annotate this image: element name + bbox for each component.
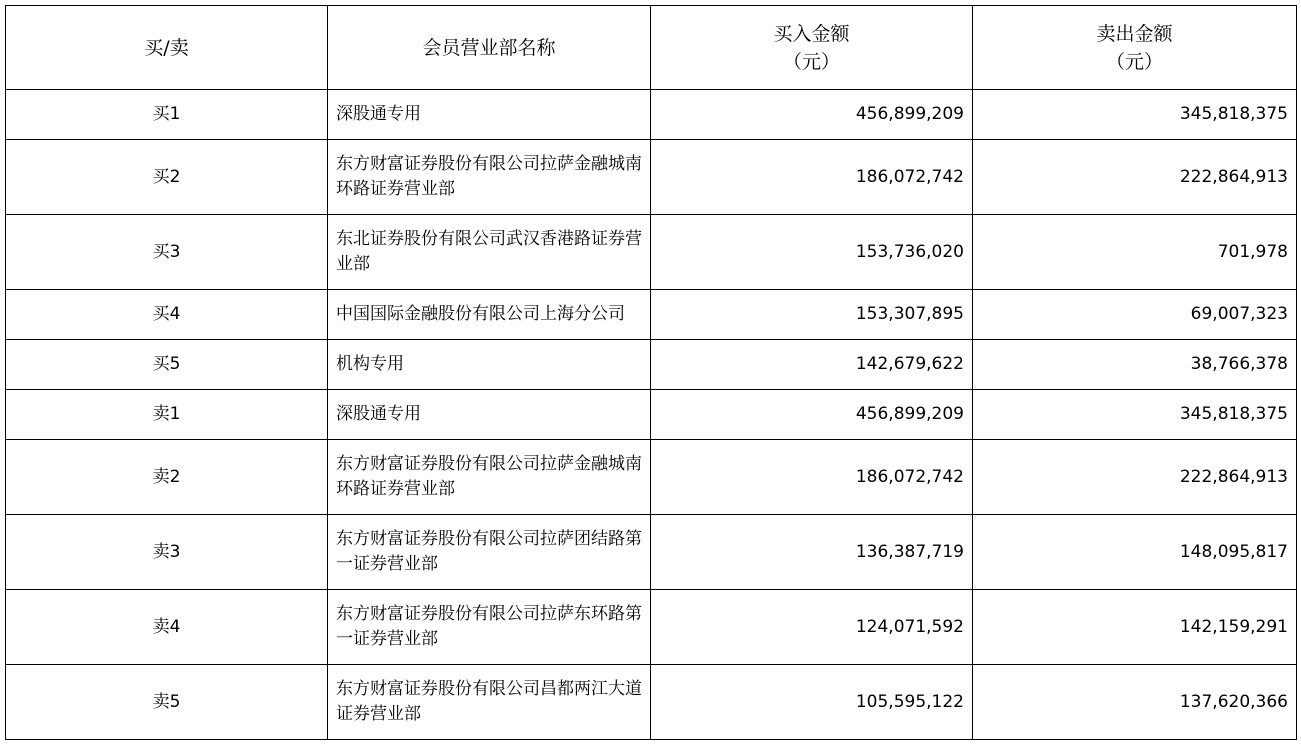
sell-amount-cell: 345,818,375 (973, 390, 1297, 440)
side-cell: 买2 (6, 140, 328, 215)
side-cell: 卖4 (6, 590, 328, 665)
sell-amount-cell: 345,818,375 (973, 90, 1297, 140)
table-row (6, 390, 1297, 440)
member-name-cell: 东北证券股份有限公司武汉香港路证券营业部 (328, 215, 651, 290)
buy-amount-cell: 153,307,895 (651, 290, 973, 340)
buy-amount-cell: 456,899,209 (651, 90, 973, 140)
sell-amount-cell: 142,159,291 (973, 590, 1297, 665)
header-row (6, 6, 1297, 90)
table-row (6, 140, 1297, 215)
table-row (6, 665, 1297, 740)
member-name-cell: 东方财富证券股份有限公司拉萨金融城南环路证券营业部 (328, 440, 651, 515)
buy-amount-cell: 142,679,622 (651, 340, 973, 390)
sell-amount-cell: 137,620,366 (973, 665, 1297, 740)
sell-amount-cell: 148,095,817 (973, 515, 1297, 590)
buy-amount-cell: 105,595,122 (651, 665, 973, 740)
table-row (6, 515, 1297, 590)
member-name-cell: 深股通专用 (328, 90, 651, 140)
sell-amount-cell: 701,978 (973, 215, 1297, 290)
table-row (6, 440, 1297, 515)
member-name-cell: 东方财富证券股份有限公司拉萨东环路第一证券营业部 (328, 590, 651, 665)
member-name-cell: 东方财富证券股份有限公司昌都两江大道证券营业部 (328, 665, 651, 740)
member-name-cell: 中国国际金融股份有限公司上海分公司 (328, 290, 651, 340)
sell-amount-cell: 222,864,913 (973, 440, 1297, 515)
header-sell-unit: （元） (1105, 50, 1163, 73)
buy-amount-cell: 136,387,719 (651, 515, 973, 590)
header-side: 买/卖 (6, 6, 328, 90)
side-cell: 卖3 (6, 515, 328, 590)
table-row (6, 215, 1297, 290)
table-row (6, 90, 1297, 140)
side-cell: 买3 (6, 215, 328, 290)
member-name-cell: 东方财富证券股份有限公司拉萨团结路第一证券营业部 (328, 515, 651, 590)
header-buy-unit: （元） (782, 50, 840, 73)
buy-amount-cell: 153,736,020 (651, 215, 973, 290)
sell-amount-cell: 222,864,913 (973, 140, 1297, 215)
buy-amount-cell: 456,899,209 (651, 390, 973, 440)
header-buy-label: 买入金额 (773, 22, 850, 45)
sell-amount-cell: 38,766,378 (973, 340, 1297, 390)
member-name-cell: 机构专用 (328, 340, 651, 390)
table-row (6, 340, 1297, 390)
member-name-cell: 东方财富证券股份有限公司拉萨金融城南环路证券营业部 (328, 140, 651, 215)
side-cell: 买1 (6, 90, 328, 140)
header-sell-label: 卖出金额 (1096, 22, 1173, 45)
header-name: 会员营业部名称 (328, 6, 651, 90)
member-name-cell: 深股通专用 (328, 390, 651, 440)
table-row (6, 590, 1297, 665)
table-row (6, 290, 1297, 340)
buy-amount-cell: 124,071,592 (651, 590, 973, 665)
sell-amount-cell: 69,007,323 (973, 290, 1297, 340)
side-cell: 卖2 (6, 440, 328, 515)
header-sell-amount (973, 6, 1297, 90)
buy-amount-cell: 186,072,742 (651, 440, 973, 515)
side-cell: 卖1 (6, 390, 328, 440)
side-cell: 买5 (6, 340, 328, 390)
header-buy-amount (651, 6, 973, 90)
side-cell: 买4 (6, 290, 328, 340)
trading-seats-table (5, 5, 1297, 740)
buy-amount-cell: 186,072,742 (651, 140, 973, 215)
side-cell: 卖5 (6, 665, 328, 740)
